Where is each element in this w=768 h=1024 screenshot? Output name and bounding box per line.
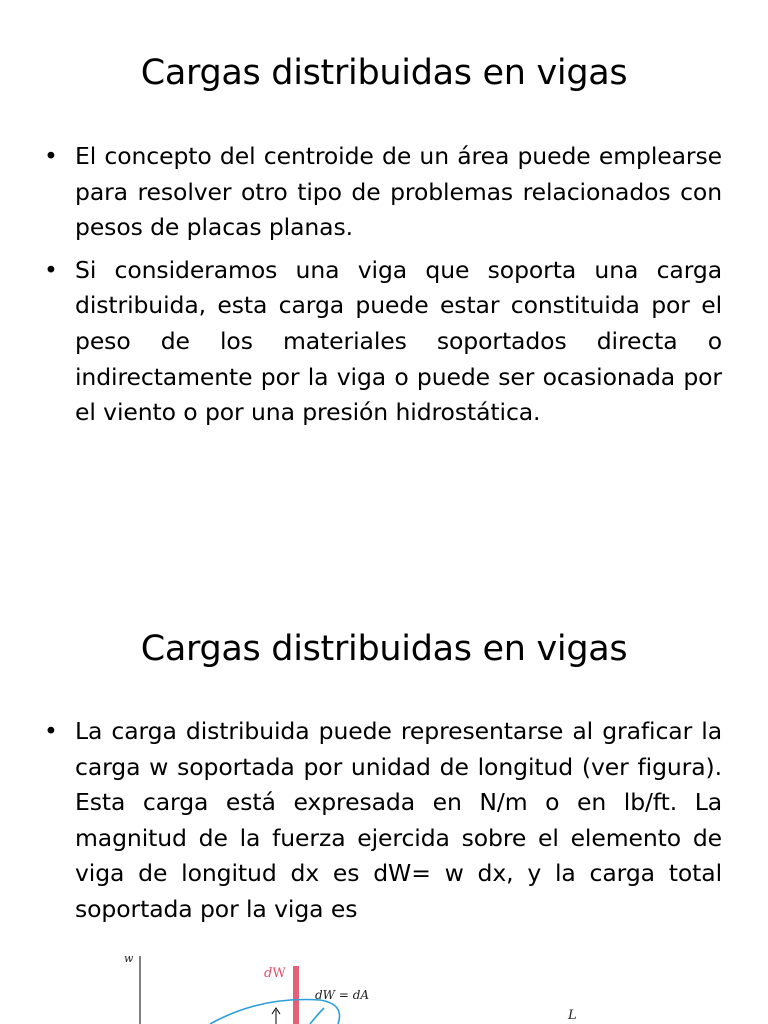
length-label: L	[568, 1008, 577, 1023]
bullet-marker: •	[44, 255, 58, 284]
equation-label: dW = dA	[315, 988, 370, 1002]
w-axis-label: w	[124, 952, 134, 965]
slide-title: Cargas distribuidas en vigas	[140, 629, 628, 669]
dw-label-w: W	[272, 966, 286, 981]
bullet-marker: •	[44, 142, 58, 170]
dw-label-d: d	[264, 966, 273, 981]
slide-title: Cargas distribuidas en vigas	[140, 53, 628, 93]
bullet-list	[44, 139, 722, 431]
bullet-text: La carga distribuida puede representarse al graficar la carga w soportada por unidad de longitud (ver figura). Esta carga está expresada en N/m o en lb/ft. La magnitud de la fuerza ejercida sobre el elemento de viga de longitud dx es dW= w dx, y la carga total soportada por la viga es	[75, 717, 722, 923]
bullet-text: El concepto del centroide de un área puede emplearse para resolver otro tipo de problemas relacionados con pesos de placas planas.	[75, 142, 722, 242]
bullet-marker: •	[44, 717, 58, 745]
bullet-item	[44, 253, 722, 431]
load-curve-cross	[310, 1008, 324, 1024]
distributed-load-figure	[110, 952, 610, 1024]
slide-2	[0, 512, 768, 1024]
bullet-item	[44, 139, 722, 246]
bullet-list	[44, 714, 722, 928]
load-element-strip	[293, 966, 299, 1024]
bullet-text: Si consideramos una viga que soporta una carga distribuida, esta carga puede estar constituida por el peso de los materiales soportados directa o indirectamente por la viga o puede ser ocasionada por el viento o por una presión hidrostática.	[75, 255, 722, 427]
dw-label	[264, 966, 286, 981]
bullet-item	[44, 714, 722, 928]
